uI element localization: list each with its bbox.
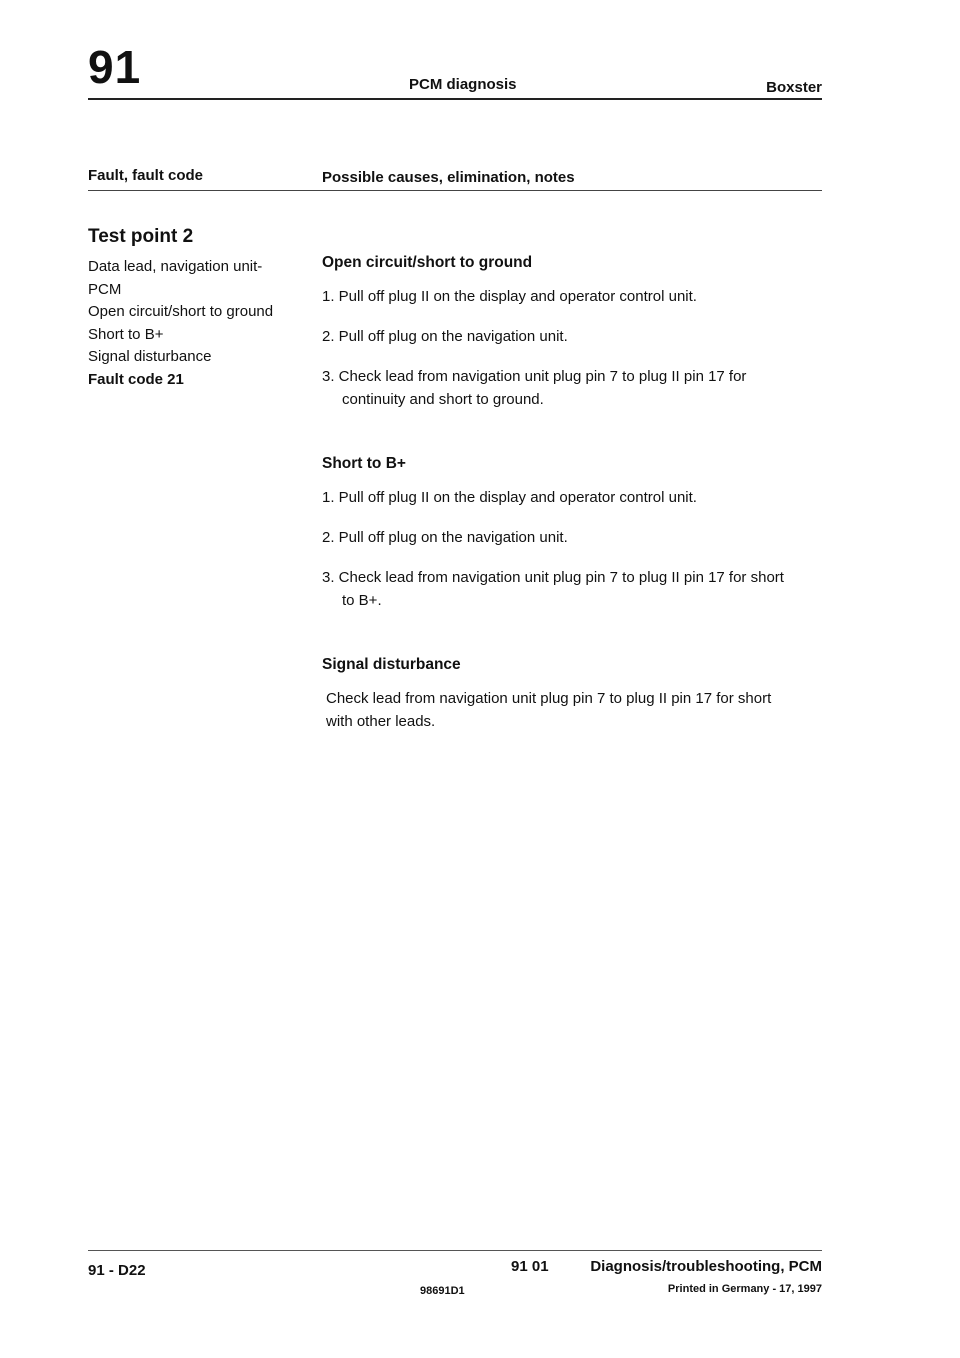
column-heading-divider — [88, 190, 822, 191]
fault-line-data-lead: Data lead, navigation unit-PCM — [88, 258, 263, 298]
fault-line-short-b: Short to B+ — [88, 325, 164, 343]
causes-column-heading: Possible causes, elimination, notes — [322, 169, 575, 186]
step-item: 1. Pull off plug II on the display and operator control unit. — [322, 489, 697, 506]
fault-description — [88, 226, 288, 391]
step-item: 3. Check lead from navigation unit plug pin 7 to plug II pin 17 for continuity and short to ground. — [322, 368, 747, 408]
fault-line-open-circuit: Open circuit/short to ground — [88, 303, 274, 320]
document-code: 98691D1 — [420, 1285, 465, 1297]
footer-section-name: Diagnosis/troubleshooting, PCM — [590, 1258, 822, 1275]
page-number: 91 - D22 — [88, 1262, 146, 1279]
section-note: Check lead from navigation unit plug pin 7 to plug II pin 17 for short with other leads. — [326, 690, 772, 730]
print-info: Printed in Germany - 17, 1997 — [667, 1283, 822, 1295]
section-short-to-b — [322, 455, 792, 612]
section-signal-disturbance — [322, 656, 792, 733]
section-heading: Short to B+ — [322, 455, 406, 472]
fault-line-signal: Signal disturbance — [88, 348, 212, 365]
step-item: 3. Check lead from navigation unit plug pin 7 to plug II pin 17 for short to B+. — [322, 569, 784, 609]
test-point-title: Test point 2 — [88, 226, 194, 247]
page-title: PCM diagnosis — [409, 76, 517, 93]
causes-content — [322, 254, 792, 733]
group-number: 91 — [88, 41, 142, 93]
header-divider — [88, 98, 822, 100]
section-heading: Signal disturbance — [322, 656, 461, 673]
footer-section-number: 91 01 — [511, 1258, 549, 1275]
fault-column-heading: Fault, fault code — [88, 167, 204, 184]
model-name: Boxster — [766, 79, 822, 96]
footer-divider — [88, 1250, 822, 1251]
section-heading: Open circuit/short to ground — [322, 254, 533, 271]
section-open-circuit — [322, 254, 792, 411]
step-item: 2. Pull off plug on the navigation unit. — [322, 529, 568, 546]
fault-code: Fault code 21 — [88, 370, 184, 388]
step-item: 1. Pull off plug II on the display and operator control unit. — [322, 288, 697, 305]
step-item: 2. Pull off plug on the navigation unit. — [322, 328, 568, 345]
